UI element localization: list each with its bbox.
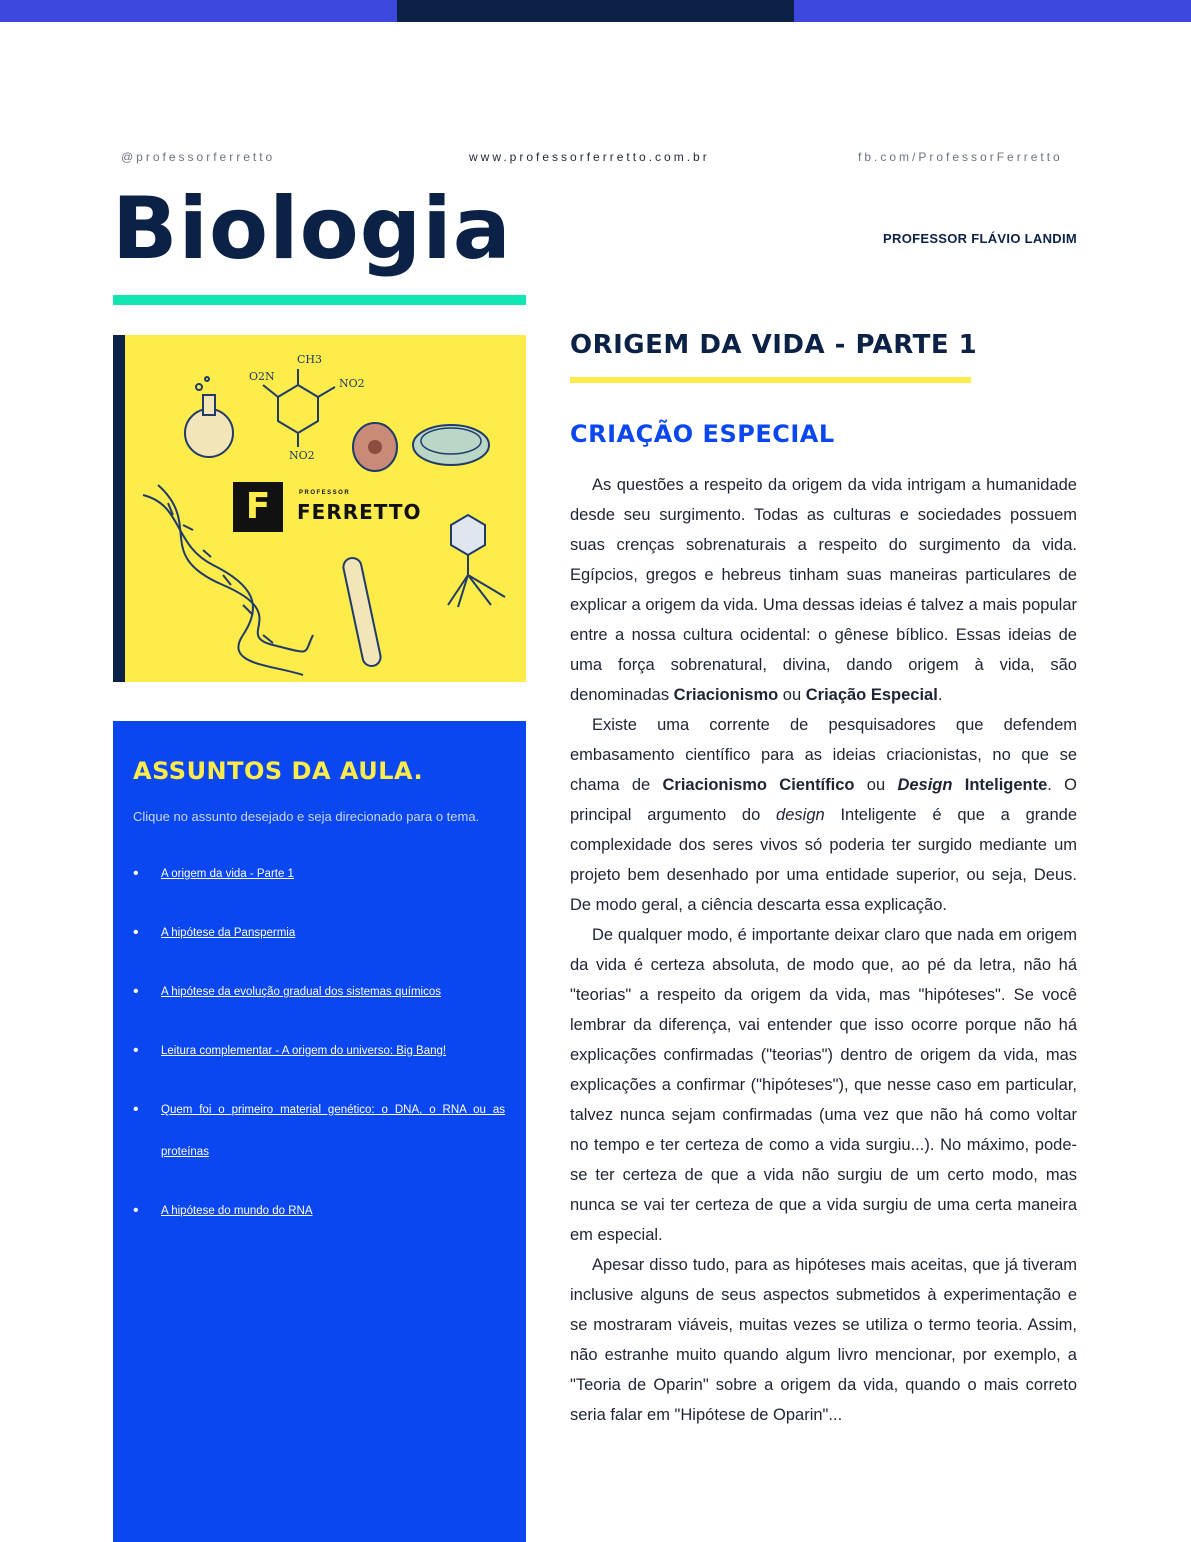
topic-link-evolucao-gradual[interactable]: A hipótese da evolução gradual dos sistemas químicos	[161, 986, 441, 998]
formula-no2-left: O2N	[249, 370, 275, 383]
petri-dish-icon	[413, 425, 489, 465]
paragraph-2	[570, 710, 1077, 920]
formula-no2-bottom: NO2	[289, 449, 315, 462]
title-underline	[113, 295, 526, 305]
topic-item	[133, 971, 505, 1013]
topic-item	[133, 912, 505, 954]
top-bar-center	[397, 0, 794, 22]
bullet: •	[133, 924, 139, 941]
subsection-title: CRIAÇÃO ESPECIAL	[570, 420, 835, 448]
term-criacionismo: Criacionismo	[673, 686, 779, 704]
virus-icon	[448, 515, 505, 607]
website-link[interactable]: www.professorferretto.com.br	[469, 150, 710, 164]
paragraph-1	[570, 470, 1077, 710]
top-bar-right	[794, 0, 1191, 22]
term-design-italic: design	[776, 806, 825, 824]
paragraph-4: Apesar disso tudo, para as hipóteses mais aceitas, que já tiveram inclusive alguns de seus aspectos submetidos à experimentação e se mostraram viáveis, muitas vezes se utiliza o termo teoria. Assim, não estranhe muito quando algum livro mencionar, por exemplo, a "Teoria de Oparin" sobre a origem da vida, quando o mais correto seria falar em "Hipótese de Oparin"...	[570, 1256, 1077, 1424]
subject-title: Biologia	[112, 179, 512, 279]
brand-small-text: PROFESSOR	[299, 490, 351, 496]
p1-connector: ou	[778, 686, 806, 704]
topic-item	[133, 1089, 505, 1173]
bullet: •	[133, 1101, 139, 1118]
dna-icon	[143, 485, 313, 675]
topics-title: ASSUNTOS DA AULA.	[133, 757, 424, 785]
p2-text: Existe uma corrente de pesquisadores que defendem embasamento científico para as ideias criacionistas, no que se chama de	[570, 716, 1077, 794]
bullet: •	[133, 1202, 139, 1219]
topic-item	[133, 853, 505, 895]
facebook-link[interactable]: fb.com/ProfessorFerretto	[858, 150, 1063, 164]
topic-link-big-bang[interactable]: Leitura complementar - A origem do universo: Big Bang!	[161, 1045, 447, 1057]
hero-illustration	[113, 335, 526, 682]
brand-name: FERRETTO	[297, 500, 422, 524]
term-inteligente: Inteligente	[952, 776, 1048, 794]
topic-link-material-genetico[interactable]: Quem foi o primeiro material genético: o DNA, o RNA ou as proteínas	[161, 1104, 505, 1158]
section-title: ORIGEM DA VIDA - PARTE 1	[570, 330, 978, 360]
paragraph-3: De qualquer modo, é importante deixar claro que nada em origem da vida é certeza absoluta, de modo que, ao pé da letra, não há "teorias" a respeito da origem da vida, mas "hipóteses". Se você lembrar da diferença, vai entender que isso ocorre porque não há explicações confirmadas ("teorias") dentro de origem da vida, mas explicações a confirmar ("hipóteses"), que nesse caso em particular, talvez nunca sejam confirmadas (uma vez que não há como voltar no tempo e ter certeza de como a vida surgiu...). No máximo, pode-se ter certeza de que a vida não surgiu de um certo modo, mas nunca se vai ter certeza de que a vida surgiu de uma certa maneira em especial.	[570, 926, 1077, 1244]
p2-text-2: . O principal argumento do	[570, 776, 1078, 824]
top-bar-left	[0, 0, 397, 22]
term-design: Design	[897, 776, 953, 794]
flask-icon	[185, 377, 233, 457]
p2-connector: ou	[854, 776, 898, 794]
bullet: •	[133, 983, 139, 1000]
topic-link-panspermia[interactable]: A hipótese da Panspermia	[161, 927, 296, 939]
topic-link-origem-parte-1[interactable]: A origem da vida - Parte 1	[161, 868, 294, 880]
p2-text-3: Inteligente é que a grande complexidade dos seres vivos só poderia ter surgido mediante um projeto bem desenhado por uma entidade superior, ou seja, Deus. De modo geral, a ciência descarta essa explicação.	[570, 806, 1078, 914]
formula-ch3: CH3	[297, 353, 323, 366]
professor-name: PROFESSOR FLÁVIO LANDIM	[883, 231, 1077, 246]
topic-link-mundo-rna[interactable]: A hipótese do mundo do RNA	[161, 1205, 313, 1217]
test-tube-icon	[342, 556, 382, 667]
topics-subtitle: Clique no assunto desejado e seja direcionado para o tema.	[133, 809, 480, 824]
formula-no2-right: NO2	[339, 377, 365, 390]
term-criacao-especial: Criação Especial	[805, 686, 938, 704]
instagram-handle[interactable]: @professorferretto	[121, 150, 276, 164]
topic-item	[133, 1030, 505, 1072]
topic-item	[133, 1190, 505, 1232]
cell-icon	[353, 423, 397, 471]
bullet: •	[133, 1042, 139, 1059]
section-underline	[570, 377, 971, 383]
p1-end: .	[937, 686, 943, 704]
term-criacionismo-cientifico: Criacionismo Científico	[662, 776, 855, 794]
article-body	[570, 470, 1077, 1430]
bullet: •	[133, 865, 139, 882]
topics-panel	[113, 721, 526, 1542]
p1-text: As questões a respeito da origem da vida intrigam a humanidade desde seu surgimento. Todas as culturas e sociedades possuem suas crenças sobrenaturais a respeito do surgimento da vida. Egípcios, gregos e hebreus tinham suas maneiras particulares de explicar a origem da vida. Uma dessas ideias é talvez a mais popular entre a nossa cultura ocidental: o gênese bíblico. Essas ideias de uma força sobrenatural, divina, dando origem à vida, são denominadas	[570, 476, 1077, 704]
brand-logo-mark: F	[233, 482, 283, 532]
